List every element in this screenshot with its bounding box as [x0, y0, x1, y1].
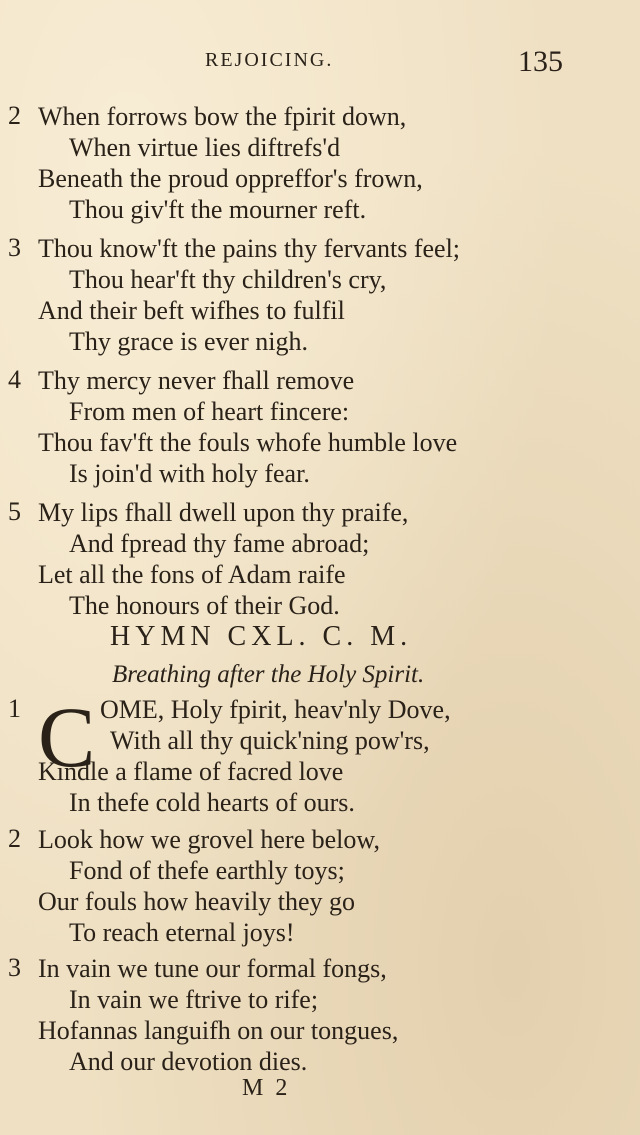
page-header: [0, 45, 640, 79]
verse-line: Look how we grovel here below,: [38, 825, 380, 854]
page-number: 135: [518, 45, 563, 78]
verse-line: Beneath the proud oppreffor's frown,: [38, 164, 423, 193]
running-head: REJOICING.: [205, 49, 334, 71]
verse-line: And their beft wifhes to fulfil: [38, 296, 345, 325]
verse-line: From men of heart fincere:: [69, 397, 350, 426]
verse-line: Hofannas languifh on our tongues,: [38, 1016, 399, 1045]
stanza-4: [0, 365, 640, 489]
stanza-5: [0, 497, 640, 621]
verse-line: Thou giv'ft the mourner reft.: [69, 195, 367, 224]
verse-line: In vain we ftrive to rife;: [69, 985, 319, 1014]
verse-line: Thou fav'ft the fouls whofe humble love: [38, 428, 458, 457]
verse-line: My lips fhall dwell upon thy praife,: [38, 498, 409, 527]
drop-cap: C: [38, 689, 96, 785]
hymn-subtitle: Breathing after the Holy Spirit.: [112, 661, 425, 688]
verse-line: In thefe cold hearts of ours.: [69, 788, 355, 817]
hymn-title: HYMN CXL. C. M.: [110, 621, 413, 652]
verse-line: And our devotion dies.: [69, 1047, 308, 1076]
stanza-number: 3: [8, 233, 21, 262]
verse-line: The honours of their God.: [69, 591, 340, 620]
signature-mark: M 2: [242, 1075, 291, 1101]
verse-line: Kindle a flame of facred love: [38, 757, 344, 786]
verse-line: Thy grace is ever nigh.: [69, 327, 308, 356]
stanza-number: 2: [8, 101, 21, 130]
verse-line: Thy mercy never fhall remove: [38, 366, 355, 395]
stanza-1: [0, 689, 640, 818]
verse-line: In vain we tune our formal fongs,: [38, 954, 387, 983]
verse-line: Thou hear'ft thy children's cry,: [69, 265, 387, 294]
verse-line: When forrows bow the fpirit down,: [38, 102, 407, 131]
verse-line: Is join'd with holy fear.: [69, 459, 310, 488]
stanza-3: [0, 233, 640, 357]
verse-line: And fpread thy fame abroad;: [69, 529, 370, 558]
stanza-number: 3: [8, 953, 21, 982]
verse-line: Let all the fons of Adam raife: [38, 560, 346, 589]
stanza-number: 1: [8, 694, 21, 723]
verse-line: Our fouls how heavily they go: [38, 887, 356, 916]
verse-line: OME, Holy fpirit, heav'nly Dove,: [100, 695, 451, 724]
verse-line: Fond of thefe earthly toys;: [69, 856, 345, 885]
verse-line: Thou know'ft the pains thy fervants feel;: [38, 234, 461, 263]
verse-line: To reach eternal joys!: [69, 918, 295, 947]
stanza-2b: [0, 824, 640, 948]
stanza-3b: [0, 953, 640, 1077]
stanza-2: [0, 101, 640, 225]
stanza-number: 4: [8, 365, 21, 394]
stanza-number: 2: [8, 824, 21, 853]
verse-line: When virtue lies diftrefs'd: [69, 133, 341, 162]
verse-line: With all thy quick'ning pow'rs,: [110, 726, 430, 755]
stanza-number: 5: [8, 497, 21, 526]
